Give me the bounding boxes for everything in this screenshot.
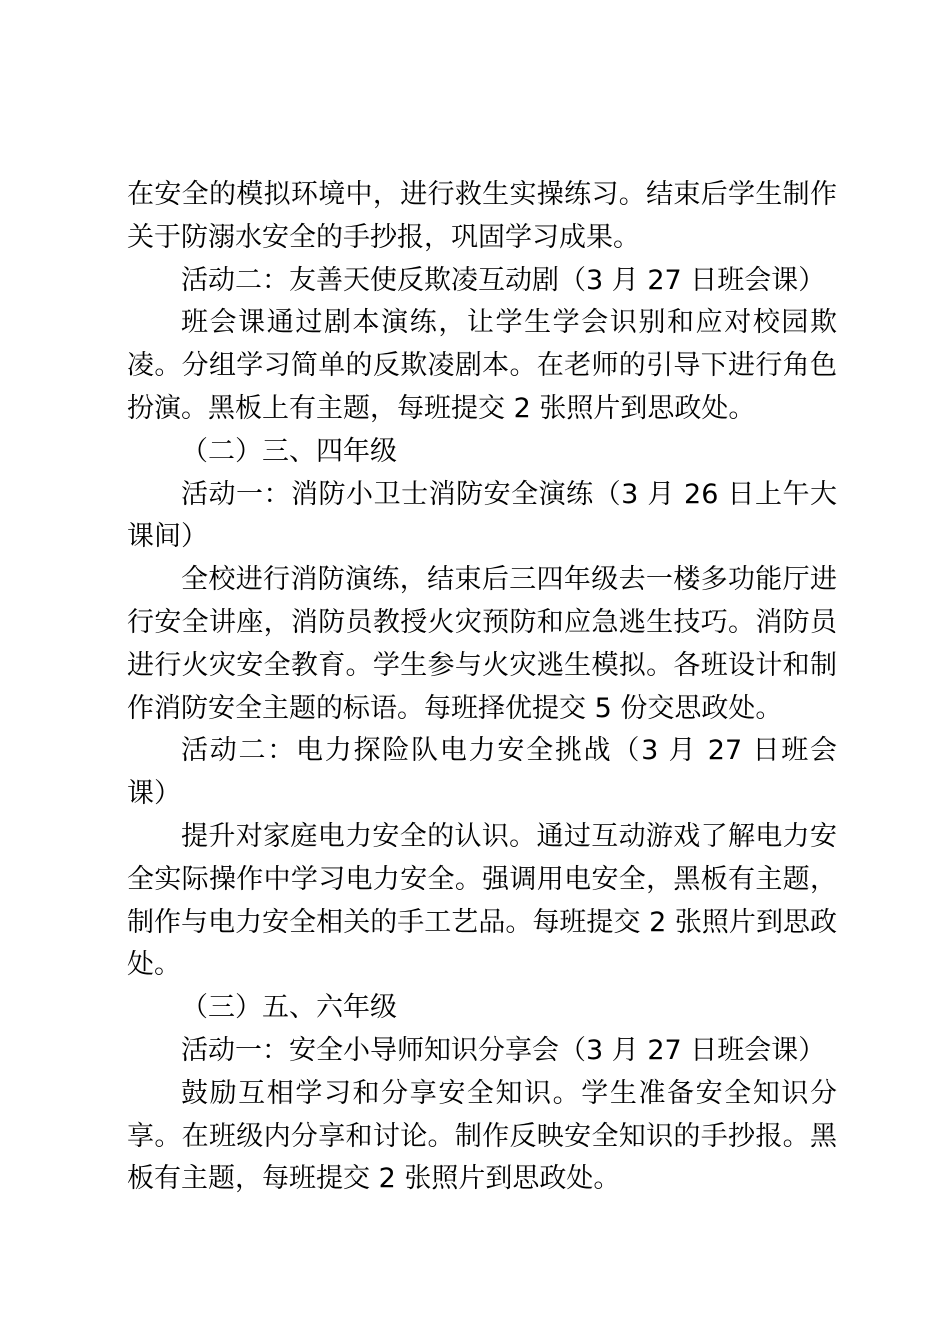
activity-heading-electric-safety: 活动二：电力探险队电力安全挑战（3 月 27 日班会课）: [127, 735, 837, 810]
paragraph-fire-safety: 全校进行消防演练，结束后三四年级去一楼多功能厅进行安全讲座，消防员教授火灾预防和应急逃生技巧。消防员进行火灾安全教育。学生参与火灾逃生模拟。各班设计和制作消防安全主题的标语。每班择优提交 5 份交思政处。: [127, 564, 837, 724]
document-body: [127, 174, 837, 1201]
activity-heading-anti-bullying-drama: 活动二：友善天使反欺凌互动剧（3 月 27 日班会课）: [181, 264, 826, 296]
activity-heading-fire-drill: 活动一：消防小卫士消防安全演练（3 月 26 日上午大课间）: [127, 478, 837, 553]
section-heading-grade-5-6: （三）五、六年级: [181, 992, 397, 1024]
section-heading-grade-3-4: （二）三、四年级: [181, 435, 397, 467]
paragraph-knowledge-sharing: 鼓励互相学习和分享安全知识。学生准备安全知识分享。在班级内分享和讨论。制作反映安全知识的手抄报。黑板有主题，每班提交 2 张照片到思政处。: [127, 1077, 837, 1195]
paragraph-electric-safety: 提升对家庭电力安全的认识。通过互动游戏了解电力安全实际操作中学习电力安全。强调用电安全，黑板有主题，制作与电力安全相关的手工艺品。每班提交 2 张照片到思政处。: [127, 820, 837, 981]
paragraph-swimming-safety-continuation: 在安全的模拟环境中，进行救生实操练习。结束后学生制作关于防溺水安全的手抄报，巩固学习成果。: [127, 179, 837, 253]
paragraph-anti-bullying: 班会课通过剧本演练，让学生学会识别和应对校园欺凌。分组学习简单的反欺凌剧本。在老师的引导下进行角色扮演。黑板上有主题，每班提交 2 张照片到思政处。: [127, 307, 837, 424]
activity-heading-knowledge-sharing: 活动一：安全小导师知识分享会（3 月 27 日班会课）: [181, 1034, 826, 1066]
